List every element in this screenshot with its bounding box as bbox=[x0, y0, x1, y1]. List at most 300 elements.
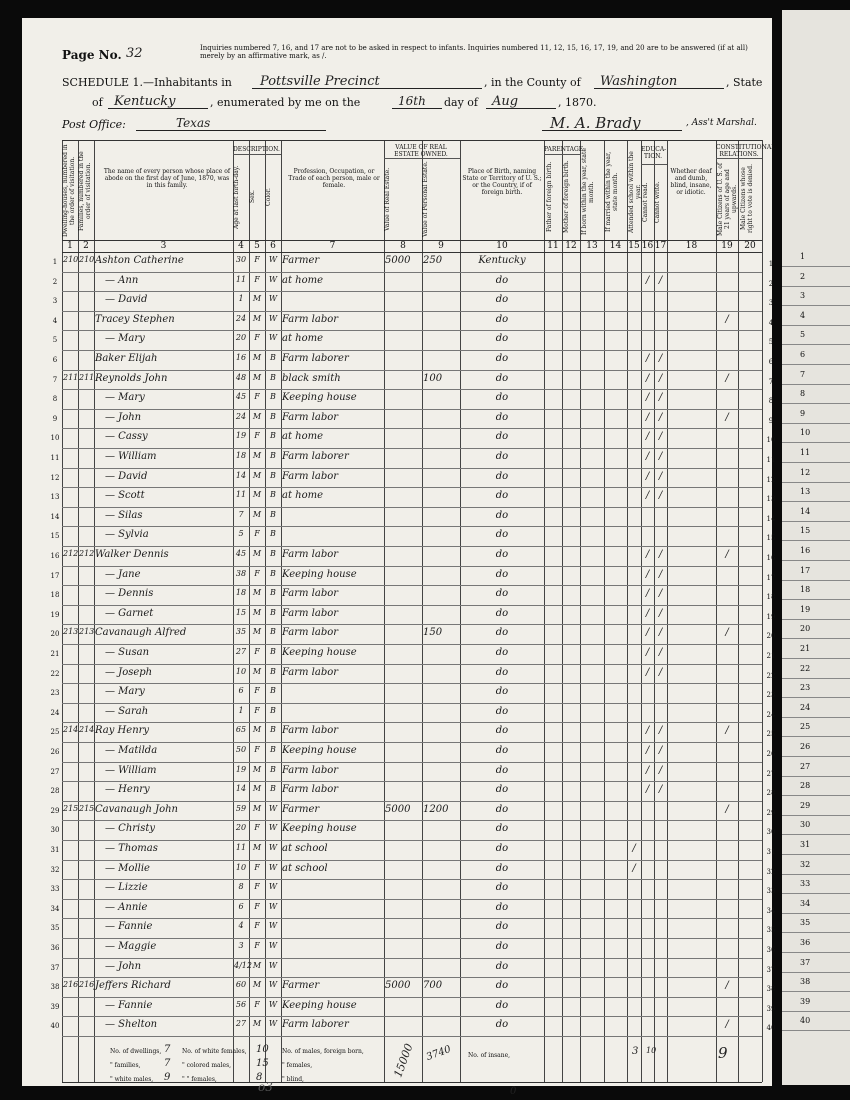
birthplace: do bbox=[495, 686, 509, 698]
sex: M bbox=[252, 509, 262, 519]
sex: F bbox=[254, 941, 260, 950]
cannot-read-mark: / bbox=[645, 431, 650, 443]
person-name: — Mollie bbox=[105, 862, 150, 874]
age: 14 bbox=[235, 784, 247, 794]
sex: M bbox=[252, 588, 262, 598]
sex: M bbox=[252, 725, 262, 735]
dwelling-number: 214 bbox=[63, 725, 79, 735]
adjacent-row-rule bbox=[782, 678, 850, 679]
row-number-left: 25 bbox=[50, 728, 60, 737]
row-number-left: 39 bbox=[50, 1002, 60, 1011]
adjacent-row-number: 8 bbox=[800, 389, 806, 399]
adjacent-row-rule bbox=[782, 776, 850, 777]
group-header-rule bbox=[233, 154, 281, 155]
birthplace: do bbox=[495, 882, 509, 894]
age: 6 bbox=[238, 901, 244, 911]
sex: F bbox=[254, 274, 260, 284]
color: B bbox=[270, 470, 276, 480]
birthplace: do bbox=[495, 451, 509, 462]
row-rule bbox=[62, 977, 762, 978]
row-rule bbox=[62, 370, 762, 371]
sex: F bbox=[254, 999, 260, 1009]
adjacent-row-number: 9 bbox=[800, 408, 806, 418]
occupation: Farmer bbox=[282, 255, 320, 266]
row-rule bbox=[62, 389, 762, 390]
row-number-left: 8 bbox=[52, 395, 58, 404]
person-name: — Thomas bbox=[105, 843, 158, 854]
adjacent-row-rule bbox=[782, 893, 850, 894]
age: 35 bbox=[235, 627, 247, 637]
dwelling-number: 213 bbox=[63, 627, 79, 637]
sex: F bbox=[254, 705, 260, 715]
column-number: 18 bbox=[685, 241, 698, 251]
color: W bbox=[268, 960, 278, 970]
color: B bbox=[270, 666, 276, 676]
adjacent-row-number: 38 bbox=[800, 977, 811, 987]
row-number-right: 40 bbox=[766, 1024, 776, 1033]
row-rule bbox=[62, 1016, 762, 1017]
row-rule bbox=[62, 879, 762, 880]
adjacent-row-number: 25 bbox=[800, 722, 811, 732]
age: 45 bbox=[235, 549, 247, 558]
color: B bbox=[270, 784, 276, 794]
col-header-age: Age at last birth-day. bbox=[233, 165, 240, 229]
column-rule bbox=[716, 140, 717, 1082]
person-name: Cavanaugh John bbox=[95, 803, 178, 815]
age: 4/12 bbox=[234, 960, 252, 970]
birthplace: do bbox=[495, 549, 509, 560]
adjacent-row-rule bbox=[782, 266, 850, 267]
sex: M bbox=[252, 313, 262, 323]
row-number-right: 23 bbox=[766, 691, 776, 700]
occupation: Farmer bbox=[282, 980, 320, 992]
row-rule bbox=[62, 781, 762, 782]
birthplace: do bbox=[495, 607, 509, 619]
footer-foreign-males-label: No. of males, foreign born, bbox=[282, 1048, 364, 1055]
birthplace: do bbox=[495, 470, 509, 482]
row-number-left: 3 bbox=[52, 297, 58, 306]
footer-real-estate-total: 15000 bbox=[391, 1041, 416, 1080]
row-number-right: 25 bbox=[766, 730, 776, 739]
row-number-right: 3 bbox=[768, 299, 774, 308]
cannot-read-mark: / bbox=[645, 274, 650, 286]
row-number-right: 24 bbox=[766, 710, 776, 719]
person-name: Reynolds John bbox=[95, 372, 168, 384]
person-name: — David bbox=[105, 294, 148, 306]
birthplace: do bbox=[495, 745, 509, 756]
color: W bbox=[268, 921, 278, 931]
bottom-margin-mark: 0 bbox=[510, 1086, 517, 1097]
personal-estate-value: 100 bbox=[423, 372, 443, 384]
adjacent-row-rule bbox=[782, 1030, 850, 1031]
col-header-description: DESCRIPTION. bbox=[233, 146, 280, 153]
adjacent-row-number: 40 bbox=[800, 1016, 811, 1026]
color: W bbox=[268, 313, 278, 323]
family-number: 216 bbox=[79, 980, 95, 990]
age: 45 bbox=[235, 392, 247, 402]
birthplace: do bbox=[495, 313, 509, 325]
adjacent-row-rule bbox=[782, 874, 850, 875]
footer-colored-males: 15 bbox=[256, 1058, 269, 1069]
row-number-right: 32 bbox=[766, 867, 776, 876]
col-header-color: Color. bbox=[265, 188, 272, 206]
census-sheet bbox=[22, 18, 776, 1097]
row-number-right: 31 bbox=[766, 848, 776, 856]
sex: F bbox=[254, 901, 260, 911]
adjacent-row-number: 19 bbox=[800, 604, 811, 614]
row-number-left: 33 bbox=[50, 885, 60, 894]
birthplace: do bbox=[495, 1019, 509, 1031]
color: B bbox=[270, 607, 276, 617]
birthplace: do bbox=[495, 372, 509, 384]
row-rule bbox=[62, 899, 762, 900]
row-number-left: 28 bbox=[50, 787, 60, 796]
adjacent-row-rule bbox=[782, 560, 850, 561]
column-number: 11 bbox=[547, 241, 559, 251]
age: 30 bbox=[235, 255, 247, 264]
adjacent-row-number: 18 bbox=[800, 585, 811, 595]
cannot-write-mark: / bbox=[658, 627, 663, 639]
real-estate-value: 5000 bbox=[385, 803, 411, 815]
birthplace: do bbox=[495, 353, 509, 364]
occupation: Keeping house bbox=[282, 745, 357, 756]
footer-families: 7 bbox=[164, 1058, 171, 1069]
age: 15 bbox=[235, 607, 247, 617]
occupation: Farm labor bbox=[282, 588, 339, 600]
page-number: 32 bbox=[126, 46, 143, 61]
column-rule bbox=[762, 140, 763, 1082]
color: B bbox=[270, 353, 276, 362]
color: B bbox=[270, 509, 276, 519]
age: 6 bbox=[238, 686, 244, 696]
column-rule bbox=[562, 140, 563, 1082]
column-number: 8 bbox=[400, 241, 406, 251]
column-number: 4 bbox=[238, 241, 244, 251]
cannot-read-mark: / bbox=[645, 372, 650, 384]
row-number-left: 32 bbox=[50, 865, 60, 874]
sex: M bbox=[252, 980, 262, 990]
adjacent-row-rule bbox=[782, 521, 850, 522]
adjacent-row-number: 27 bbox=[800, 761, 811, 771]
occupation: Keeping house bbox=[282, 999, 357, 1011]
person-name: Baker Elijah bbox=[95, 353, 158, 364]
dwelling-number: 216 bbox=[63, 980, 79, 990]
column-number: 19 bbox=[721, 241, 733, 251]
cannot-write-mark: / bbox=[658, 392, 663, 404]
adjacent-row-number: 12 bbox=[800, 467, 811, 477]
row-rule bbox=[62, 291, 762, 292]
bottom-stamp: o3 bbox=[258, 1080, 273, 1094]
sex: M bbox=[252, 294, 262, 304]
age: 50 bbox=[235, 745, 247, 754]
row-rule bbox=[62, 409, 762, 410]
birthplace: do bbox=[495, 921, 509, 933]
row-rule bbox=[62, 958, 762, 959]
col-header-mother-foreign: Mother of foreign birth. bbox=[563, 160, 570, 234]
column-number: 13 bbox=[586, 241, 598, 251]
person-name: — Shelton bbox=[105, 1019, 158, 1031]
footer-blind-label: " blind, bbox=[282, 1076, 304, 1083]
occupation: Farm labor bbox=[282, 666, 339, 678]
col-header-cannot-read: Cannot read. bbox=[642, 182, 649, 222]
color: W bbox=[268, 294, 278, 304]
male-citizen-mark: / bbox=[725, 549, 729, 560]
person-name: — Jane bbox=[105, 568, 141, 580]
cannot-read-mark: / bbox=[645, 451, 650, 462]
row-number-left: 23 bbox=[50, 689, 60, 698]
row-rule bbox=[62, 918, 762, 919]
birthplace: do bbox=[495, 823, 509, 835]
adjacent-row-number: 2 bbox=[800, 271, 806, 281]
birthplace: do bbox=[495, 764, 509, 776]
family-number: 212 bbox=[79, 549, 95, 558]
age: 20 bbox=[235, 333, 247, 343]
age: 38 bbox=[235, 568, 247, 578]
row-number-left: 11 bbox=[50, 454, 60, 462]
age: 18 bbox=[235, 451, 247, 460]
color: B bbox=[270, 568, 276, 578]
sex: F bbox=[254, 255, 260, 264]
row-number-right: 17 bbox=[766, 573, 776, 582]
adjacent-row-number: 28 bbox=[800, 781, 811, 791]
adjacent-row-number: 32 bbox=[800, 859, 811, 869]
age: 18 bbox=[235, 588, 247, 598]
occupation: Farm labor bbox=[282, 313, 339, 325]
sex: F bbox=[254, 882, 260, 892]
row-number-left: 4 bbox=[52, 316, 58, 325]
person-name: — Scott bbox=[105, 490, 145, 502]
color: B bbox=[270, 372, 276, 382]
row-rule bbox=[62, 272, 762, 273]
row-number-right: 37 bbox=[766, 965, 776, 974]
row-number-left: 9 bbox=[52, 414, 58, 423]
dwelling-number: 212 bbox=[63, 549, 79, 558]
adjacent-row-rule bbox=[782, 482, 850, 483]
adjacent-row-rule bbox=[782, 932, 850, 933]
adjacent-row-rule bbox=[782, 658, 850, 659]
col-header-parentage: PARENTAGE. bbox=[544, 146, 586, 153]
cannot-write-mark: / bbox=[658, 470, 663, 482]
sex: M bbox=[252, 411, 262, 421]
group-header-rule bbox=[384, 158, 460, 159]
dwelling-number: 211 bbox=[63, 372, 79, 382]
footer-families-label: " families, bbox=[110, 1062, 141, 1069]
birthplace: do bbox=[495, 627, 509, 639]
footer-white-males: 9 bbox=[164, 1072, 171, 1083]
adjacent-row-number: 7 bbox=[800, 369, 806, 379]
adjacent-row-rule bbox=[782, 305, 850, 306]
age: 11 bbox=[235, 843, 247, 852]
row-number-left: 30 bbox=[50, 826, 60, 835]
age: 24 bbox=[235, 411, 247, 421]
column-rule bbox=[422, 140, 423, 1082]
cannot-write-mark: / bbox=[658, 353, 663, 364]
row-rule bbox=[62, 507, 762, 508]
row-rule bbox=[62, 860, 762, 861]
age: 1 bbox=[238, 294, 244, 304]
adjacent-page-row-numbers bbox=[782, 10, 850, 1085]
family-number: 214 bbox=[79, 725, 95, 735]
adjacent-row-number: 22 bbox=[800, 663, 811, 673]
row-number-right: 26 bbox=[766, 750, 776, 758]
row-number-right: 33 bbox=[766, 887, 776, 896]
attended-school-mark: / bbox=[632, 862, 636, 874]
sex: M bbox=[252, 1019, 262, 1029]
column-number: 2 bbox=[83, 241, 89, 251]
cannot-write-mark: / bbox=[658, 666, 663, 678]
birthplace: do bbox=[495, 490, 509, 502]
row-rule bbox=[62, 330, 762, 331]
birthplace: do bbox=[495, 843, 509, 854]
occupation: Farmer bbox=[282, 803, 320, 815]
row-number-left: 21 bbox=[50, 650, 60, 658]
adjacent-row-rule bbox=[782, 619, 850, 620]
occupation: Farm labor bbox=[282, 725, 339, 737]
county-name: Washington bbox=[600, 74, 678, 89]
family-number: 213 bbox=[79, 627, 95, 637]
age: 5 bbox=[238, 529, 244, 539]
color: W bbox=[268, 980, 278, 990]
state-label: , State bbox=[726, 76, 763, 89]
sex: F bbox=[254, 333, 260, 343]
row-number-right: 7 bbox=[768, 377, 774, 386]
row-number-left: 14 bbox=[50, 512, 60, 521]
marshal-label: , Ass't Marshal. bbox=[686, 118, 757, 128]
cannot-write-mark: / bbox=[658, 764, 663, 776]
col-header-personal-estate: Value of Personal Estate. bbox=[422, 161, 429, 237]
row-rule bbox=[62, 938, 762, 939]
adjacent-row-rule bbox=[782, 1011, 850, 1012]
color: W bbox=[268, 274, 278, 284]
adjacent-row-number: 13 bbox=[800, 487, 811, 497]
row-number-left: 17 bbox=[50, 571, 60, 580]
row-number-left: 12 bbox=[50, 473, 60, 482]
color: B bbox=[270, 490, 276, 500]
color: B bbox=[270, 647, 276, 656]
row-rule bbox=[62, 487, 762, 488]
color: W bbox=[268, 901, 278, 911]
personal-estate-value: 700 bbox=[423, 980, 443, 992]
row-number-left: 36 bbox=[50, 944, 60, 952]
person-name: — Susan bbox=[105, 647, 150, 658]
cannot-read-mark: / bbox=[645, 627, 650, 639]
row-rule bbox=[62, 840, 762, 841]
sex: M bbox=[252, 607, 262, 617]
adjacent-row-rule bbox=[782, 815, 850, 816]
col-header-education: EDUCA-TION. bbox=[641, 146, 667, 160]
adjacent-row-number: 35 bbox=[800, 918, 811, 928]
color: B bbox=[270, 451, 276, 460]
birthplace: do bbox=[495, 647, 509, 658]
row-number-left: 40 bbox=[50, 1022, 60, 1031]
age: 14 bbox=[235, 470, 247, 480]
cannot-write-mark: / bbox=[658, 431, 663, 443]
cannot-write-mark: / bbox=[658, 647, 663, 658]
row-number-left: 20 bbox=[50, 630, 60, 639]
cannot-read-mark: / bbox=[645, 392, 650, 404]
age: 56 bbox=[235, 999, 247, 1009]
row-rule bbox=[62, 997, 762, 998]
row-number-right: 15 bbox=[766, 534, 776, 543]
row-number-right: 19 bbox=[766, 612, 776, 621]
sex: F bbox=[254, 745, 260, 754]
birthplace: do bbox=[495, 274, 509, 286]
row-number-right: 27 bbox=[766, 769, 776, 778]
adjacent-row-rule bbox=[782, 344, 850, 345]
male-citizen-mark: / bbox=[725, 313, 729, 325]
color: B bbox=[270, 411, 276, 421]
row-number-right: 10 bbox=[766, 436, 776, 445]
group-header-rule bbox=[716, 158, 762, 159]
column-number: 17 bbox=[654, 241, 667, 251]
column-number: 12 bbox=[565, 241, 577, 251]
color: B bbox=[270, 725, 276, 735]
person-name: — Cassy bbox=[105, 431, 148, 443]
row-number-right: 4 bbox=[768, 318, 774, 327]
birthplace: do bbox=[495, 588, 509, 600]
footer-colored-females: 8 bbox=[256, 1072, 263, 1083]
age: 27 bbox=[235, 647, 247, 656]
age: 8 bbox=[238, 882, 244, 892]
cannot-write-mark: / bbox=[658, 725, 663, 737]
adjacent-row-rule bbox=[782, 717, 850, 718]
birthplace: do bbox=[495, 803, 509, 815]
sex: F bbox=[254, 647, 260, 656]
col-header-real-estate: Value of Real Estate. bbox=[384, 167, 391, 231]
adjacent-row-number: 15 bbox=[800, 526, 811, 536]
male-citizen-mark: / bbox=[725, 980, 729, 992]
row-number-left: 31 bbox=[50, 846, 60, 854]
person-name: Ashton Catherine bbox=[95, 255, 184, 266]
cannot-write-mark: / bbox=[658, 588, 663, 600]
cannot-read-mark: / bbox=[645, 784, 650, 796]
col-header-value: VALUE OF REAL ESTATE OWNED. bbox=[394, 144, 448, 158]
occupation: at home bbox=[282, 333, 324, 345]
day-value: 16th bbox=[398, 94, 426, 108]
row-number-left: 37 bbox=[50, 963, 60, 972]
county-label: , in the County of bbox=[484, 76, 581, 89]
birthplace: do bbox=[495, 725, 509, 737]
age: 3 bbox=[238, 941, 244, 950]
person-name: — Matilda bbox=[105, 745, 158, 756]
column-number: 16 bbox=[641, 241, 654, 251]
adjacent-row-rule bbox=[782, 462, 850, 463]
sex: F bbox=[254, 862, 260, 872]
adjacent-row-number: 16 bbox=[800, 546, 811, 555]
row-number-right: 16 bbox=[766, 554, 776, 562]
month-value: Aug bbox=[492, 94, 519, 109]
row-rule bbox=[62, 683, 762, 684]
adjacent-row-number: 24 bbox=[800, 702, 811, 712]
cannot-read-mark: / bbox=[645, 666, 650, 678]
adjacent-row-rule bbox=[782, 442, 850, 443]
column-number: 9 bbox=[438, 241, 444, 251]
adjacent-row-rule bbox=[782, 501, 850, 502]
column-number: 10 bbox=[496, 241, 508, 251]
sex: M bbox=[252, 627, 262, 637]
row-number-right: 8 bbox=[768, 397, 774, 406]
personal-estate-value: 1200 bbox=[423, 803, 449, 815]
age: 20 bbox=[235, 823, 247, 833]
family-number: 215 bbox=[79, 803, 95, 813]
cannot-write-mark: / bbox=[658, 784, 663, 796]
cannot-read-mark: / bbox=[645, 470, 650, 482]
footer-white-males-label: " white males, bbox=[110, 1076, 154, 1083]
age: 60 bbox=[235, 980, 247, 990]
color: W bbox=[268, 823, 278, 833]
cannot-read-mark: / bbox=[645, 490, 650, 502]
adjacent-row-number: 30 bbox=[800, 820, 811, 830]
